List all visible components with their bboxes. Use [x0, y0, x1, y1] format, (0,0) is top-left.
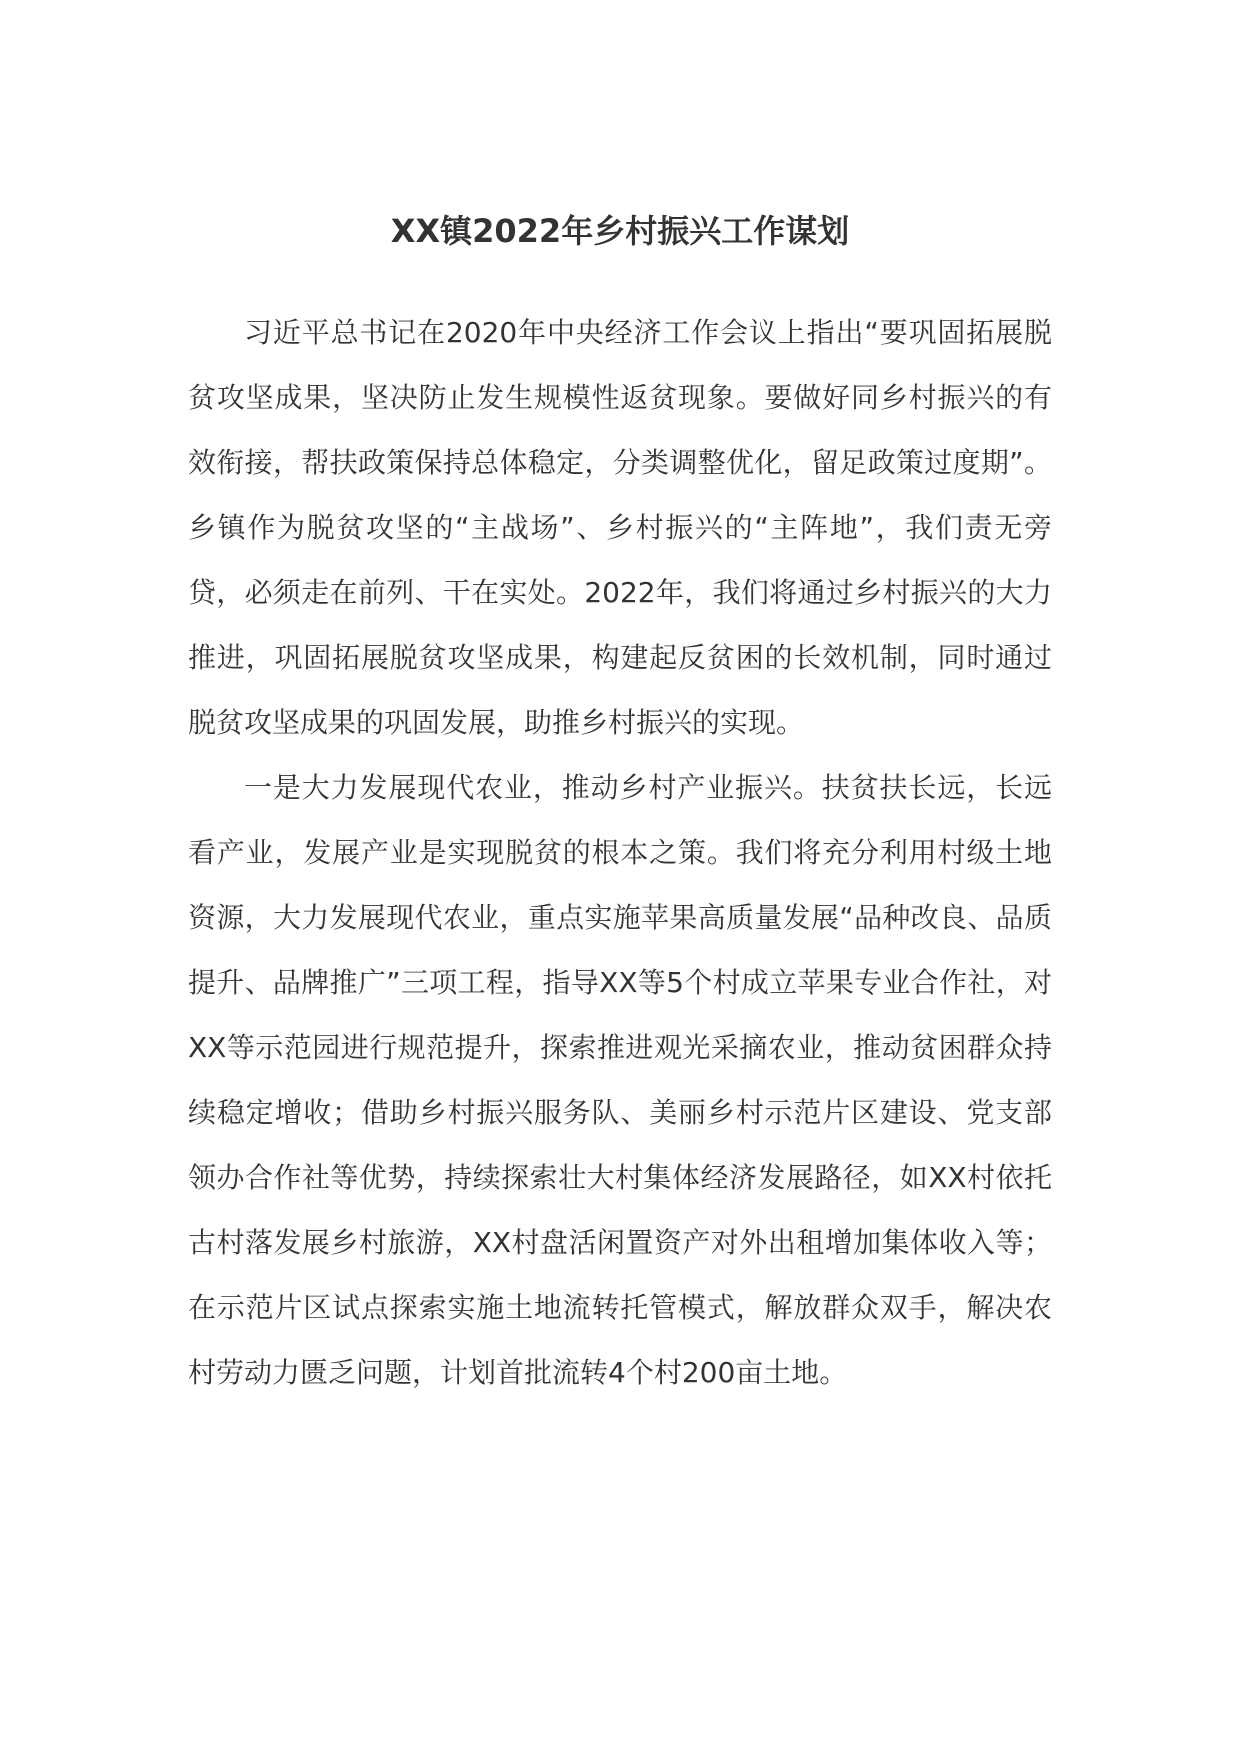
- paragraph-intro: 习近平总书记在2020年中央经济工作会议上指出“要巩固拓展脱贫攻坚成果，坚决防止发生规模性返贫现象。要做好同乡村振兴的有效衔接，帮扶政策保持总体稳定，分类调整优化，留足政策过度期”。乡镇作为脱贫攻坚的“主战场”、乡村振兴的“主阵地”，我们责无旁贷，必须走在前列、干在实处。2022年，我们将通过乡村振兴的大力推进，巩固拓展脱贫攻坚成果，构建起反贫困的长效机制，同时通过脱贫攻坚成果的巩固发展，助推乡村振兴的实现。: [188, 316, 1052, 739]
- document-title: XX镇2022年乡村振兴工作谋划: [390, 212, 850, 250]
- document-body: [188, 300, 1052, 1405]
- paragraph-industry-revitalization: 一是大力发展现代农业，推动乡村产业振兴。扶贫扶长远，长远看产业，发展产业是实现脱贫的根本之策。我们将充分利用村级土地资源，大力发展现代农业，重点实施苹果高质量发展“品种改良、品质提升、品牌推广”三项工程，指导XX等5个村成立苹果专业合作社，对XX等示范园进行规范提升，探索推进观光采摘农业，推动贫困群众持续稳定增收；借助乡村振兴服务队、美丽乡村示范片区建设、党支部领办合作社等优势，持续探索壮大村集体经济发展路径，如XX村依托古村落发展乡村旅游，XX村盘活闲置资产对外出租增加集体收入等；在示范片区试点探索实施土地流转托管模式，解放群众双手，解决农村劳动力匮乏问题，计划首批流转4个村200亩土地。: [188, 771, 1052, 1389]
